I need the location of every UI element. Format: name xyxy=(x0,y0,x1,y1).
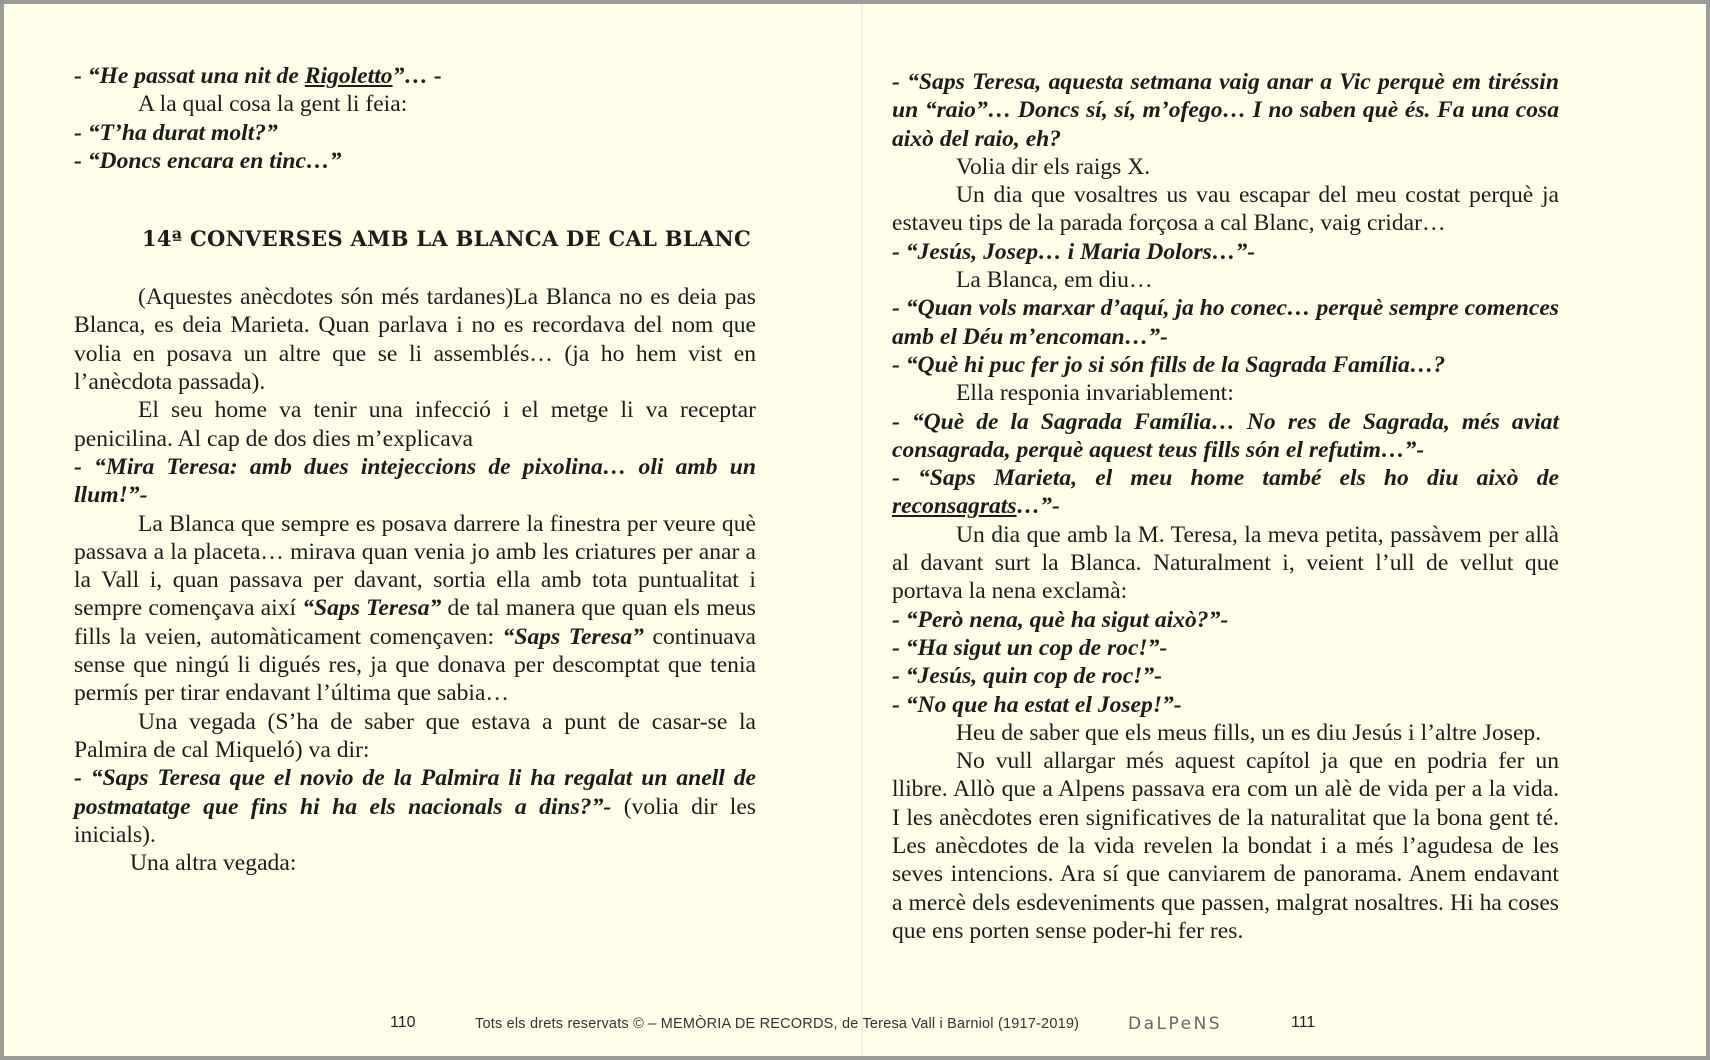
page-number-left: 110 xyxy=(390,1014,416,1031)
quote-line: - “Què hi puc fer jo si són fills de la Sagrada Família…? xyxy=(892,351,1446,378)
paragraph: Un dia que vosaltres us vau escapar del meu costat perquè ja estaveu tips de la parada forçosa a cal Blanc, vaig cridar… xyxy=(892,182,1559,237)
book-spread xyxy=(4,4,1706,1056)
quote-line: - “No que ha estat el Josep!”- xyxy=(892,691,1182,718)
paragraph: A la qual cosa la gent li feia: xyxy=(138,91,408,118)
quote-line xyxy=(892,464,1559,521)
quote-line: - “Què de la Sagrada Família… No res de Sagrada, més aviat consagrada, perquè aquest teus fills són el refutim…”- xyxy=(892,408,1559,463)
paragraph: Volia dir els raigs X. xyxy=(956,153,1151,180)
quote-line: - “Jesús, Josep… i Maria Dolors…”- xyxy=(892,238,1256,265)
chapter-title: 14ª CONVERSES AMB LA BLANCA DE CAL BLANC xyxy=(142,226,751,252)
right-page xyxy=(863,4,1706,1056)
left-page-text xyxy=(74,62,756,877)
page-number-right: 111 xyxy=(1291,1014,1316,1031)
paragraph: Heu de saber que els meus fills, un es diu Jesús i l’altre Josep. xyxy=(956,719,1542,746)
underlined-word: Rigoletto xyxy=(304,63,393,89)
paragraph: La Blanca, em diu… xyxy=(956,267,1153,294)
publisher-logo: DaLPeNS xyxy=(1128,1014,1223,1034)
quote-line: - “Ha sigut un cop de roc!”- xyxy=(892,634,1168,661)
paragraph: Ella responia invariablement: xyxy=(956,380,1234,407)
paragraph: (Aquestes anècdotes són més tardanes)La Blanca no es deia pas Blanca, es deia Marieta. Quan parlava i no es recordava del nom que volia en posava un altre que se li assemblés… (ja ho hem vist en l’anècdota passada). xyxy=(74,284,756,396)
left-page xyxy=(4,4,861,1056)
quote-line xyxy=(74,764,756,849)
quote-line: - “T’ha durat molt?” xyxy=(74,119,278,146)
quote-line: - “Mira Teresa: amb dues intejeccions de pixolina… oli amb un llum!”- xyxy=(74,453,756,509)
paragraph-text: continuava sense que ningú li digués res, ja que donava per descomptat que tenia permís per tirar endavant l’última que sabia… xyxy=(74,623,756,707)
paragraph xyxy=(74,510,756,708)
paragraph-text: de tal manera que quan els meus fills la veien, automàticament començaven: xyxy=(74,595,756,650)
quote-text: ”… - xyxy=(392,63,442,89)
quote-text: - “He passat una nit de xyxy=(74,63,305,89)
quote-line: - “Quan vols marxar d’aquí, ja ho conec… perquè sempre comences amb el Déu m’encoman…”- xyxy=(892,295,1559,350)
footer xyxy=(4,1014,1706,1042)
paragraph: Una altra vegada: xyxy=(130,850,297,877)
quote-text: - “Saps Marieta, el meu home també els ho diu això de xyxy=(892,465,1559,492)
paragraph: Un dia que amb la M. Teresa, la meva petita, passàvem per allà al davant surt la Blanca. Naturalment i, veient l’ull de vellut que portava la nena exclamà: xyxy=(892,521,1559,605)
paragraph-text: La Blanca que sempre es posava darrere la finestra per veure què passava a la placeta… mirava quan venia jo amb les criatures per anar a la Vall i, quan passava per davant, sortia ella amb tota puntualitat i sempre començava així xyxy=(74,510,756,622)
quote-text: …”- xyxy=(1016,493,1060,520)
quote-line: - “Jesús, quin cop de roc!”- xyxy=(892,663,1163,690)
quote-line: - “Doncs encara en tinc…” xyxy=(74,147,342,174)
paragraph: Una vegada (S’ha de saber que estava a punt de casar-se la Palmira de cal Miqueló) va dir: xyxy=(74,708,756,763)
paragraph: No vull allargar més aquest capítol ja que en podria fer un llibre. Allò que a Alpens passava era com un alè de vida per a la vida. I les anècdotes eren significatives de la naturalitat que la bona gent té. Les anècdotes de la vida revelen la bondat i a més l’agudesa de les seves intencions. Ara sí que canviarem de panorama. Anem endavant a mercè dels esdeveniments que passen, malgrat nosaltres. Hi ha coses que ens porten sense poder-hi fer res. xyxy=(892,748,1559,944)
inline-quote: “Saps Teresa” xyxy=(502,623,644,650)
quote-line: - “Saps Teresa, aquesta setmana vaig anar a Vic perquè em tiréssin un “raio”… Doncs sí, sí, m’ofego… I no saben què és. Fa una cosa això del raio, eh? xyxy=(892,69,1559,152)
paragraph-text: (volia dir les inicials). xyxy=(74,793,756,848)
paragraph: El seu home va tenir una infecció i el metge li va receptar penicilina. Al cap de dos dies m’explicava xyxy=(74,397,756,452)
underlined-word: reconsagrats xyxy=(892,493,1017,520)
right-page-text xyxy=(892,68,1559,945)
quote-line: - “Però nena, què ha sigut això?”- xyxy=(892,606,1229,633)
inline-quote: - “Saps Teresa que el novio de la Palmira li ha regalat un anell de postmatatge que fins hi ha els nacionals a dins?”- xyxy=(74,765,756,820)
copyright-line: Tots els drets reservats © – MEMÒRIA DE RECORDS, de Teresa Vall i Barniol (1917-2019) xyxy=(475,1016,1080,1032)
quote-line xyxy=(74,62,756,90)
inline-quote: “Saps Teresa” xyxy=(302,595,442,622)
